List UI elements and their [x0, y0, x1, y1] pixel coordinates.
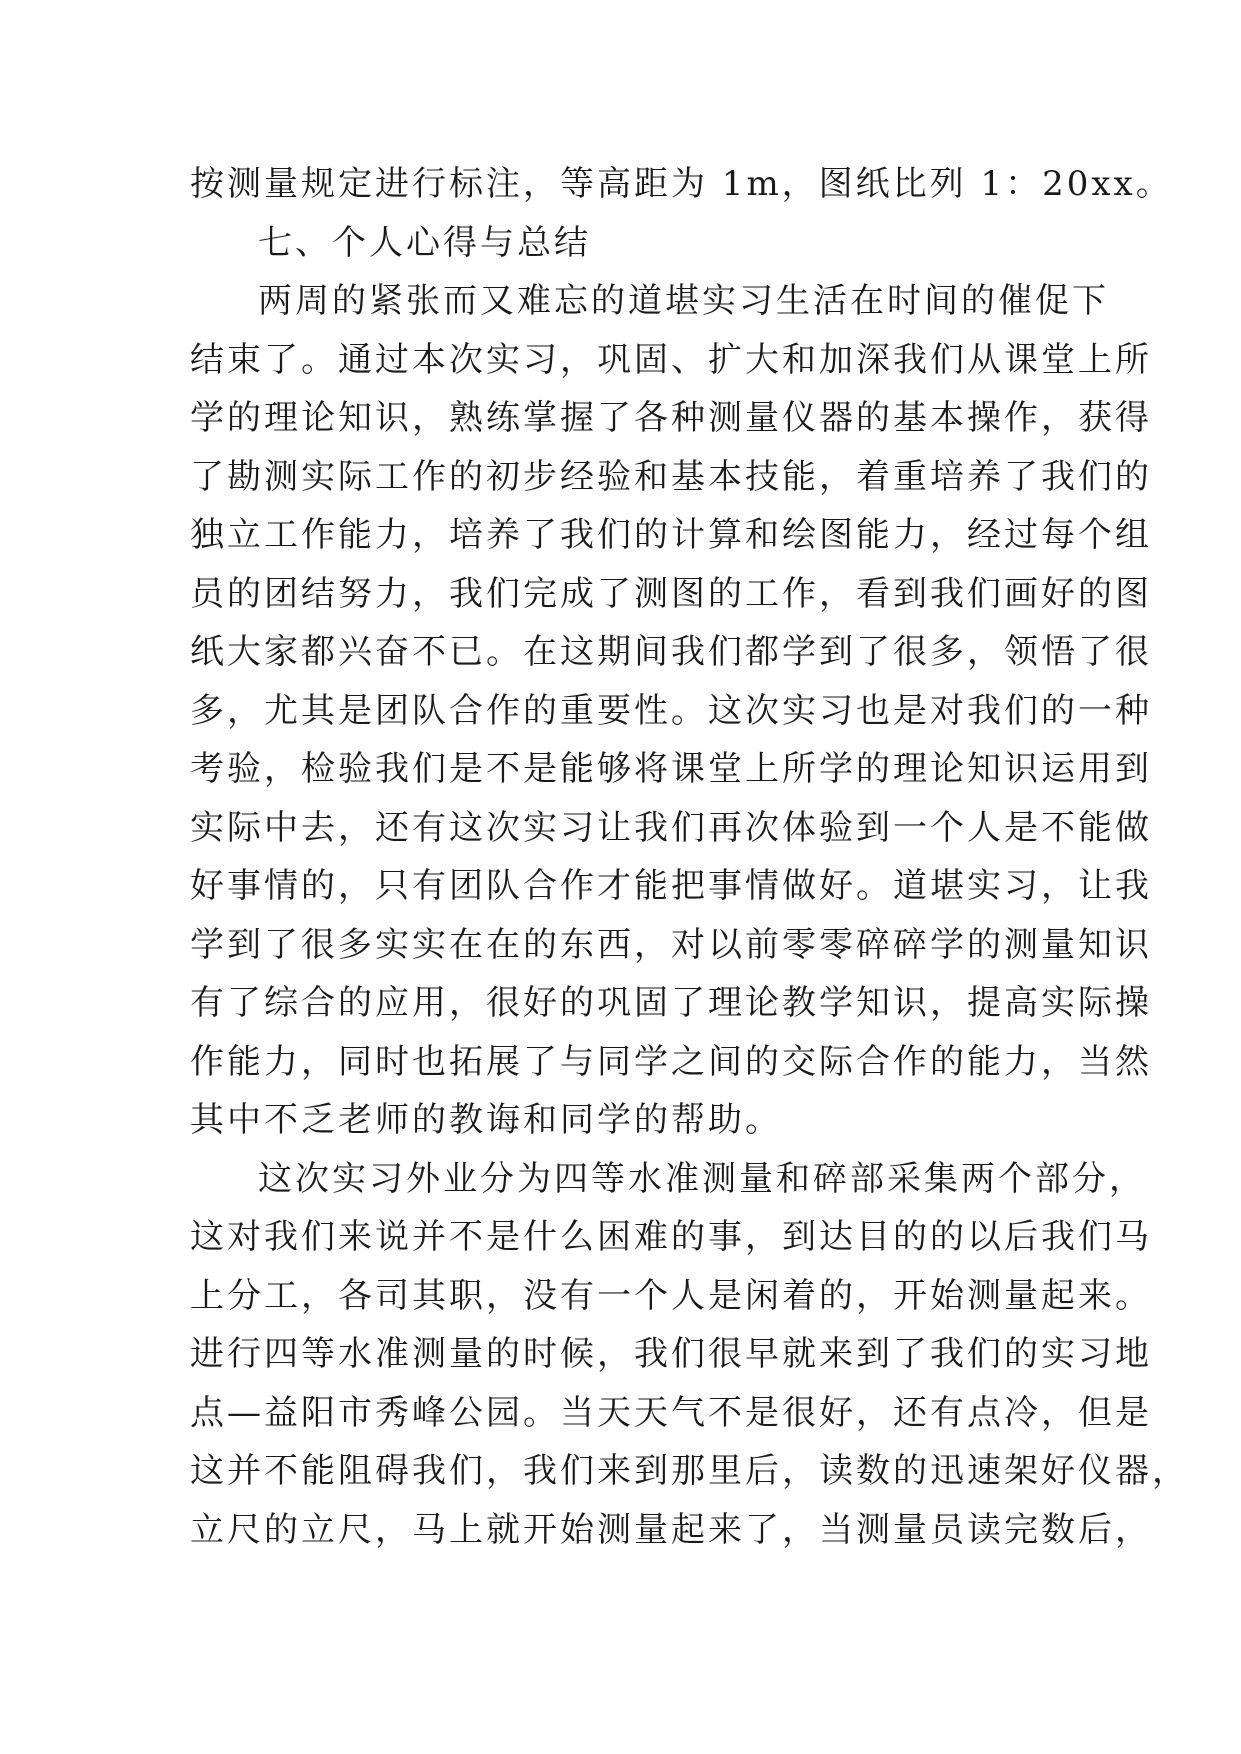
text-line: 作能力，同时也拓展了与同学之间的交际合作的能力，当然 [190, 1041, 1152, 1082]
text-line: 有了综合的应用，很好的巩固了理论教学知识，提高实际操 [190, 983, 1152, 1023]
document-body [190, 155, 1189, 1559]
text-line: 这次实习外业分为四等水准测量和碎部采集两个部分， [258, 1158, 1146, 1199]
text-line: 员的团结努力，我们完成了测图的工作，看到我们画好的图 [190, 573, 1152, 614]
text-line: 了勘测实际工作的初步经验和基本技能，着重培养了我们的 [190, 456, 1152, 497]
section-heading: 七、个人心得与总结 [258, 222, 591, 263]
text-line: 其中不乏老师的教诲和同学的帮助。 [190, 1100, 782, 1140]
text-line: 多，尤其是团队合作的重要性。这次实习也是对我们的一种 [190, 690, 1152, 731]
text-line: 按测量规定进行标注，等高距为 1m，图纸比列 1：20xx。 [190, 164, 1173, 204]
text-line: 点—益阳市秀峰公园。当天天气不是很好，还有点冷，但是 [190, 1392, 1152, 1433]
text-line: 上分工，各司其职，没有一个人是闲着的，开始测量起来。 [190, 1275, 1152, 1316]
text-line: 实际中去，还有这次实习让我们再次体验到一个人是不能做 [190, 807, 1152, 848]
text-line: 学到了很多实实在在的东西，对以前零零碎碎学的测量知识 [190, 924, 1152, 965]
text-line: 纸大家都兴奋不已。在这期间我们都学到了很多，领悟了很 [190, 632, 1152, 672]
text-line: 这对我们来说并不是什么困难的事，到达目的的以后我们马 [190, 1217, 1152, 1257]
text-line: 立尺的立尺，马上就开始测量起来了，当测量员读完数后， [190, 1509, 1152, 1550]
text-line: 考验，检验我们是不是能够将课堂上所学的理论知识运用到 [190, 749, 1152, 789]
text-line: 学的理论知识，熟练掌握了各种测量仪器的基本操作，获得 [190, 398, 1152, 438]
text-line: 独立工作能力，培养了我们的计算和绘图能力，经过每个组 [190, 515, 1152, 555]
text-line: 两周的紧张而又难忘的道堪实习生活在时间的催促下 [258, 281, 1109, 321]
text-line: 这并不能阻碍我们，我们来到那里后，读数的迅速架好仪器， [190, 1451, 1189, 1491]
text-line: 结束了。通过本次实习，巩固、扩大和加深我们从课堂上所 [190, 339, 1152, 380]
text-line: 进行四等水准测量的时候，我们很早就来到了我们的实习地 [190, 1334, 1152, 1374]
text-line: 好事情的，只有团队合作才能把事情做好。道堪实习，让我 [190, 866, 1152, 906]
